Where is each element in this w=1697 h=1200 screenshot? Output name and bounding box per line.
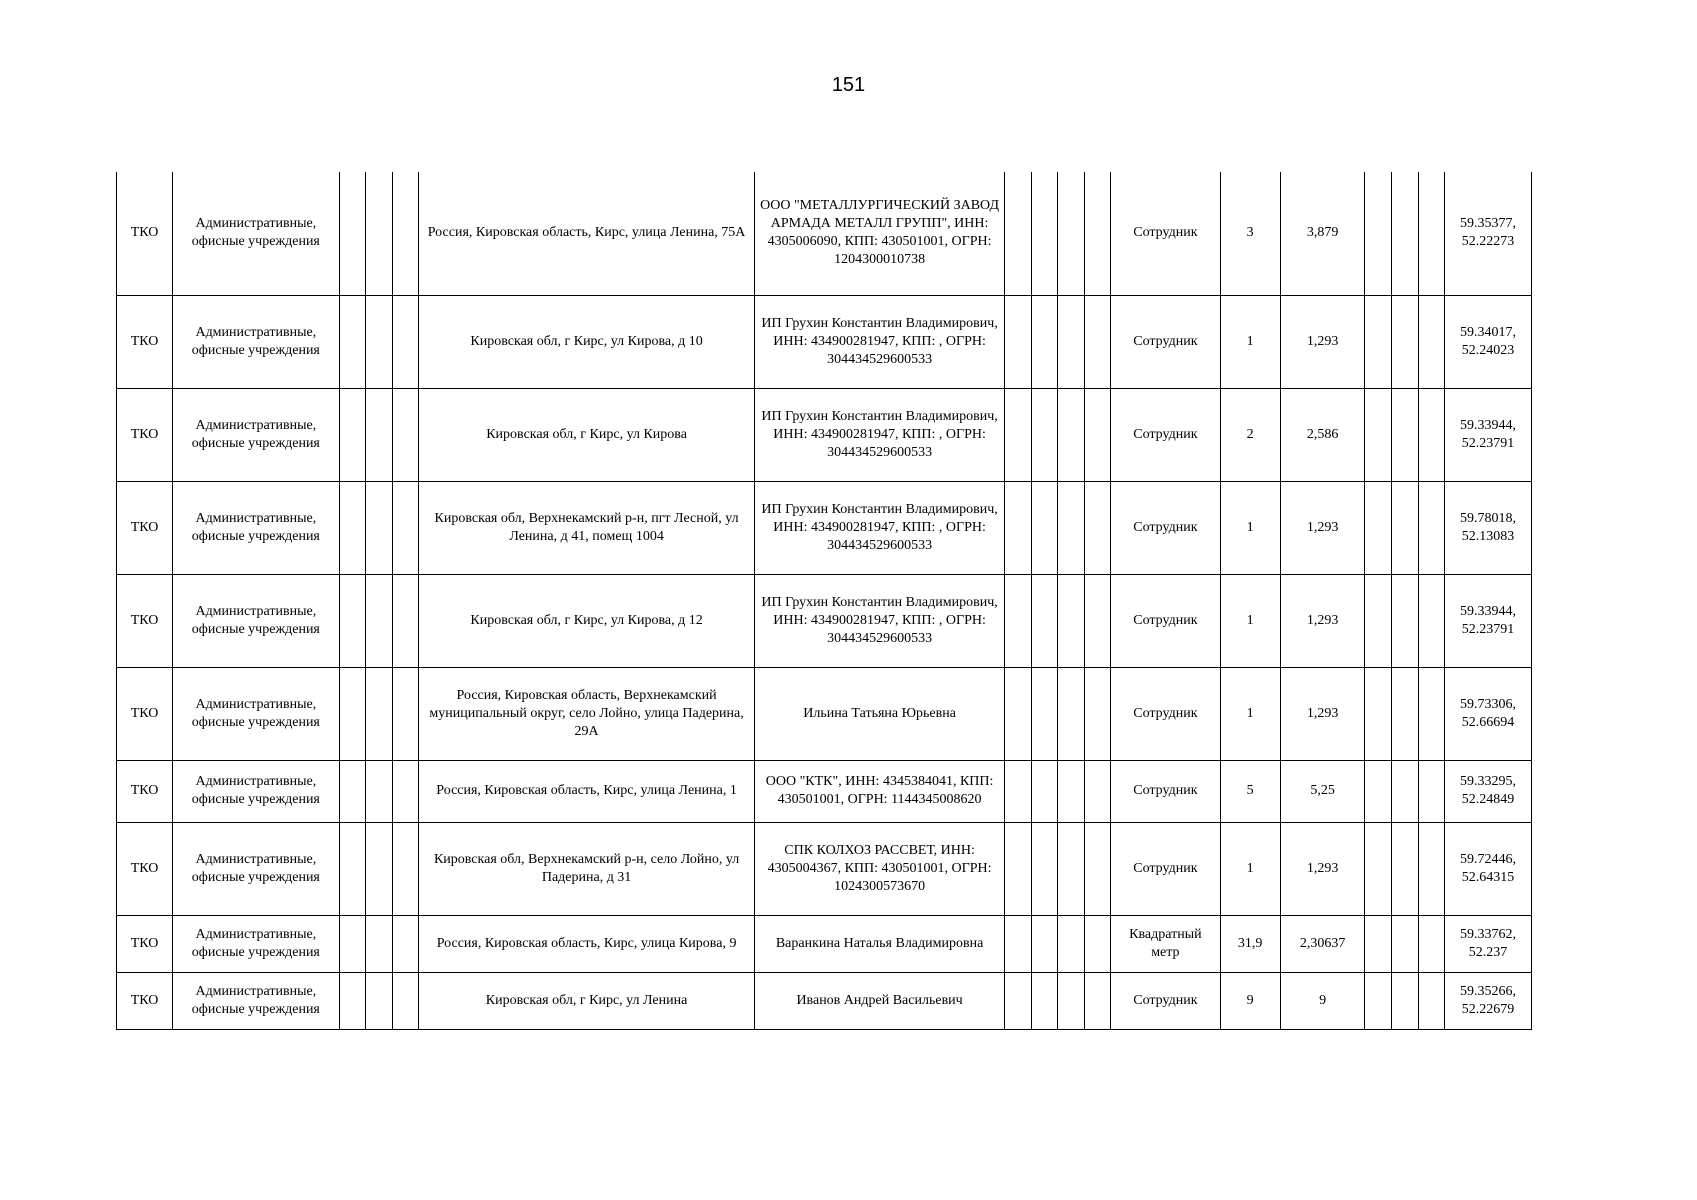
cell-empty — [392, 172, 419, 295]
cell-quantity: 1 — [1220, 295, 1280, 388]
cell-quantity: 3 — [1220, 172, 1280, 295]
cell-empty — [1418, 760, 1445, 822]
cell-empty — [1392, 972, 1419, 1029]
cell-empty — [1392, 760, 1419, 822]
cell-coordinates: 59.33762, 52.237 — [1445, 915, 1532, 972]
cell-empty — [1058, 760, 1085, 822]
waste-registry-table — [116, 172, 1532, 1030]
cell-empty — [1418, 481, 1445, 574]
cell-empty — [1418, 172, 1445, 295]
cell-empty — [1392, 915, 1419, 972]
cell-category: Административные, офисные учреждения — [173, 667, 339, 760]
cell-empty — [1058, 915, 1085, 972]
cell-owner: Иванов Андрей Васильевич — [755, 972, 1005, 1029]
cell-address: Кировская обл, г Кирс, ул Ленина — [419, 972, 755, 1029]
cell-volume: 1,293 — [1280, 822, 1365, 915]
cell-empty — [1418, 822, 1445, 915]
cell-address: Кировская обл, Верхнекамский р-н, пгт Лесной, ул Ленина, д 41, помещ 1004 — [419, 481, 755, 574]
table-row — [117, 760, 1532, 822]
cell-empty — [1365, 295, 1392, 388]
cell-address: Кировская обл, г Кирс, ул Кирова, д 12 — [419, 574, 755, 667]
cell-volume: 5,25 — [1280, 760, 1365, 822]
cell-empty — [1392, 295, 1419, 388]
cell-empty — [1365, 760, 1392, 822]
cell-unit: Сотрудник — [1111, 972, 1220, 1029]
table-row — [117, 388, 1532, 481]
cell-empty — [1365, 172, 1392, 295]
cell-volume: 2,586 — [1280, 388, 1365, 481]
cell-volume: 2,30637 — [1280, 915, 1365, 972]
cell-empty — [1005, 388, 1032, 481]
cell-empty — [339, 915, 366, 972]
cell-empty — [1418, 667, 1445, 760]
cell-unit: Сотрудник — [1111, 172, 1220, 295]
cell-volume: 1,293 — [1280, 574, 1365, 667]
cell-empty — [1365, 388, 1392, 481]
cell-empty — [1084, 388, 1111, 481]
cell-empty — [1365, 481, 1392, 574]
cell-owner: ООО "МЕТАЛЛУРГИЧЕСКИЙ ЗАВОД АРМАДА МЕТАЛЛ ГРУПП", ИНН: 4305006090, КПП: 430501001, ОГРН: 1204300010738 — [755, 172, 1005, 295]
cell-empty — [1058, 388, 1085, 481]
cell-empty — [366, 760, 393, 822]
cell-quantity: 1 — [1220, 481, 1280, 574]
page-number: 151 — [831, 74, 866, 96]
cell-empty — [1084, 172, 1111, 295]
cell-category: Административные, офисные учреждения — [173, 295, 339, 388]
cell-unit: Сотрудник — [1111, 667, 1220, 760]
cell-coordinates: 59.34017, 52.24023 — [1445, 295, 1532, 388]
table-row — [117, 972, 1532, 1029]
cell-coordinates: 59.78018, 52.13083 — [1445, 481, 1532, 574]
table-row — [117, 915, 1532, 972]
cell-unit: Сотрудник — [1111, 822, 1220, 915]
cell-category: Административные, офисные учреждения — [173, 574, 339, 667]
cell-coordinates: 59.35266, 52.22679 — [1445, 972, 1532, 1029]
cell-owner: Варанкина Наталья Владимировна — [755, 915, 1005, 972]
cell-empty — [392, 574, 419, 667]
cell-empty — [1031, 822, 1058, 915]
cell-empty — [1392, 667, 1419, 760]
cell-empty — [392, 822, 419, 915]
cell-empty — [339, 481, 366, 574]
cell-volume: 9 — [1280, 972, 1365, 1029]
cell-unit: Сотрудник — [1111, 760, 1220, 822]
cell-empty — [366, 388, 393, 481]
cell-empty — [1418, 574, 1445, 667]
cell-owner: ИП Грухин Константин Владимирович, ИНН: 434900281947, КПП: , ОГРН: 304434529600533 — [755, 295, 1005, 388]
cell-empty — [1058, 172, 1085, 295]
cell-coordinates: 59.33944, 52.23791 — [1445, 388, 1532, 481]
cell-empty — [1418, 915, 1445, 972]
cell-empty — [1365, 822, 1392, 915]
cell-quantity: 1 — [1220, 667, 1280, 760]
cell-waste-type: ТКО — [117, 295, 173, 388]
cell-empty — [1365, 574, 1392, 667]
cell-empty — [392, 915, 419, 972]
cell-address: Россия, Кировская область, Кирс, улица Ленина, 1 — [419, 760, 755, 822]
cell-category: Административные, офисные учреждения — [173, 915, 339, 972]
cell-empty — [1031, 972, 1058, 1029]
cell-category: Административные, офисные учреждения — [173, 481, 339, 574]
cell-empty — [1005, 295, 1032, 388]
cell-empty — [1005, 667, 1032, 760]
cell-owner: ИП Грухин Константин Владимирович, ИНН: 434900281947, КПП: , ОГРН: 304434529600533 — [755, 388, 1005, 481]
cell-empty — [1084, 915, 1111, 972]
cell-empty — [392, 667, 419, 760]
cell-empty — [339, 388, 366, 481]
cell-category: Административные, офисные учреждения — [173, 388, 339, 481]
table-row — [117, 295, 1532, 388]
cell-category: Административные, офисные учреждения — [173, 172, 339, 295]
cell-unit: Сотрудник — [1111, 295, 1220, 388]
cell-empty — [1392, 822, 1419, 915]
cell-empty — [1005, 481, 1032, 574]
cell-empty — [1392, 481, 1419, 574]
cell-empty — [366, 295, 393, 388]
cell-empty — [392, 481, 419, 574]
cell-coordinates: 59.35377, 52.22273 — [1445, 172, 1532, 295]
table-row — [117, 822, 1532, 915]
cell-quantity: 31,9 — [1220, 915, 1280, 972]
cell-empty — [1031, 481, 1058, 574]
cell-empty — [392, 295, 419, 388]
cell-empty — [366, 667, 393, 760]
cell-empty — [1031, 295, 1058, 388]
cell-owner: ООО "КТК", ИНН: 4345384041, КПП: 430501001, ОГРН: 1144345008620 — [755, 760, 1005, 822]
cell-empty — [339, 295, 366, 388]
cell-empty — [1058, 667, 1085, 760]
cell-waste-type: ТКО — [117, 822, 173, 915]
cell-empty — [1058, 574, 1085, 667]
cell-empty — [392, 760, 419, 822]
cell-coordinates: 59.72446, 52.64315 — [1445, 822, 1532, 915]
cell-volume: 1,293 — [1280, 667, 1365, 760]
cell-quantity: 1 — [1220, 574, 1280, 667]
cell-empty — [1031, 915, 1058, 972]
cell-empty — [366, 915, 393, 972]
cell-address: Кировская обл, Верхнекамский р-н, село Лойно, ул Падерина, д 31 — [419, 822, 755, 915]
cell-waste-type: ТКО — [117, 574, 173, 667]
cell-empty — [1084, 760, 1111, 822]
cell-unit: Сотрудник — [1111, 574, 1220, 667]
cell-empty — [339, 172, 366, 295]
cell-empty — [366, 481, 393, 574]
cell-waste-type: ТКО — [117, 760, 173, 822]
cell-empty — [1005, 972, 1032, 1029]
table-row — [117, 172, 1532, 295]
cell-empty — [1418, 295, 1445, 388]
cell-empty — [1058, 822, 1085, 915]
cell-quantity: 1 — [1220, 822, 1280, 915]
cell-empty — [339, 667, 366, 760]
table-row — [117, 667, 1532, 760]
cell-empty — [1392, 574, 1419, 667]
cell-empty — [1005, 915, 1032, 972]
cell-address: Кировская обл, г Кирс, ул Кирова, д 10 — [419, 295, 755, 388]
cell-address: Россия, Кировская область, Кирс, улица Кирова, 9 — [419, 915, 755, 972]
cell-empty — [1392, 172, 1419, 295]
cell-empty — [366, 972, 393, 1029]
cell-waste-type: ТКО — [117, 972, 173, 1029]
cell-empty — [1058, 972, 1085, 1029]
table-row — [117, 481, 1532, 574]
cell-quantity: 9 — [1220, 972, 1280, 1029]
cell-address: Россия, Кировская область, Верхнекамский муниципальный округ, село Лойно, улица Падерина, 29А — [419, 667, 755, 760]
cell-empty — [366, 822, 393, 915]
cell-empty — [1058, 481, 1085, 574]
table-row — [117, 574, 1532, 667]
cell-volume: 1,293 — [1280, 295, 1365, 388]
cell-volume: 3,879 — [1280, 172, 1365, 295]
cell-empty — [1365, 972, 1392, 1029]
cell-waste-type: ТКО — [117, 915, 173, 972]
cell-unit: Сотрудник — [1111, 388, 1220, 481]
cell-empty — [1005, 574, 1032, 667]
cell-unit: Квадратный метр — [1111, 915, 1220, 972]
cell-empty — [1365, 915, 1392, 972]
cell-empty — [392, 388, 419, 481]
cell-empty — [1005, 822, 1032, 915]
cell-empty — [1031, 574, 1058, 667]
cell-empty — [1005, 172, 1032, 295]
cell-owner: ИП Грухин Константин Владимирович, ИНН: 434900281947, КПП: , ОГРН: 304434529600533 — [755, 481, 1005, 574]
cell-quantity: 5 — [1220, 760, 1280, 822]
cell-category: Административные, офисные учреждения — [173, 822, 339, 915]
cell-empty — [1084, 972, 1111, 1029]
cell-empty — [1084, 822, 1111, 915]
cell-waste-type: ТКО — [117, 388, 173, 481]
cell-empty — [1084, 295, 1111, 388]
cell-empty — [366, 574, 393, 667]
cell-empty — [1365, 667, 1392, 760]
cell-empty — [1058, 295, 1085, 388]
cell-coordinates: 59.33295, 52.24849 — [1445, 760, 1532, 822]
cell-empty — [1084, 481, 1111, 574]
cell-empty — [1418, 972, 1445, 1029]
cell-address: Россия, Кировская область, Кирс, улица Ленина, 75А — [419, 172, 755, 295]
cell-owner: Ильина Татьяна Юрьевна — [755, 667, 1005, 760]
cell-owner: ИП Грухин Константин Владимирович, ИНН: 434900281947, КПП: , ОГРН: 304434529600533 — [755, 574, 1005, 667]
cell-empty — [1084, 574, 1111, 667]
cell-empty — [1031, 760, 1058, 822]
cell-category: Административные, офисные учреждения — [173, 760, 339, 822]
cell-empty — [392, 972, 419, 1029]
cell-empty — [1031, 172, 1058, 295]
cell-empty — [339, 972, 366, 1029]
cell-waste-type: ТКО — [117, 667, 173, 760]
cell-empty — [1084, 667, 1111, 760]
cell-category: Административные, офисные учреждения — [173, 972, 339, 1029]
cell-waste-type: ТКО — [117, 481, 173, 574]
cell-volume: 1,293 — [1280, 481, 1365, 574]
cell-empty — [1031, 667, 1058, 760]
cell-empty — [339, 574, 366, 667]
cell-waste-type: ТКО — [117, 172, 173, 295]
cell-empty — [339, 822, 366, 915]
cell-empty — [1005, 760, 1032, 822]
cell-address: Кировская обл, г Кирс, ул Кирова — [419, 388, 755, 481]
cell-empty — [1418, 388, 1445, 481]
cell-unit: Сотрудник — [1111, 481, 1220, 574]
cell-empty — [339, 760, 366, 822]
cell-owner: СПК КОЛХОЗ РАССВЕТ, ИНН: 4305004367, КПП: 430501001, ОГРН: 1024300573670 — [755, 822, 1005, 915]
cell-coordinates: 59.73306, 52.66694 — [1445, 667, 1532, 760]
cell-empty — [1392, 388, 1419, 481]
cell-coordinates: 59.33944, 52.23791 — [1445, 574, 1532, 667]
cell-empty — [1031, 388, 1058, 481]
cell-quantity: 2 — [1220, 388, 1280, 481]
cell-empty — [366, 172, 393, 295]
